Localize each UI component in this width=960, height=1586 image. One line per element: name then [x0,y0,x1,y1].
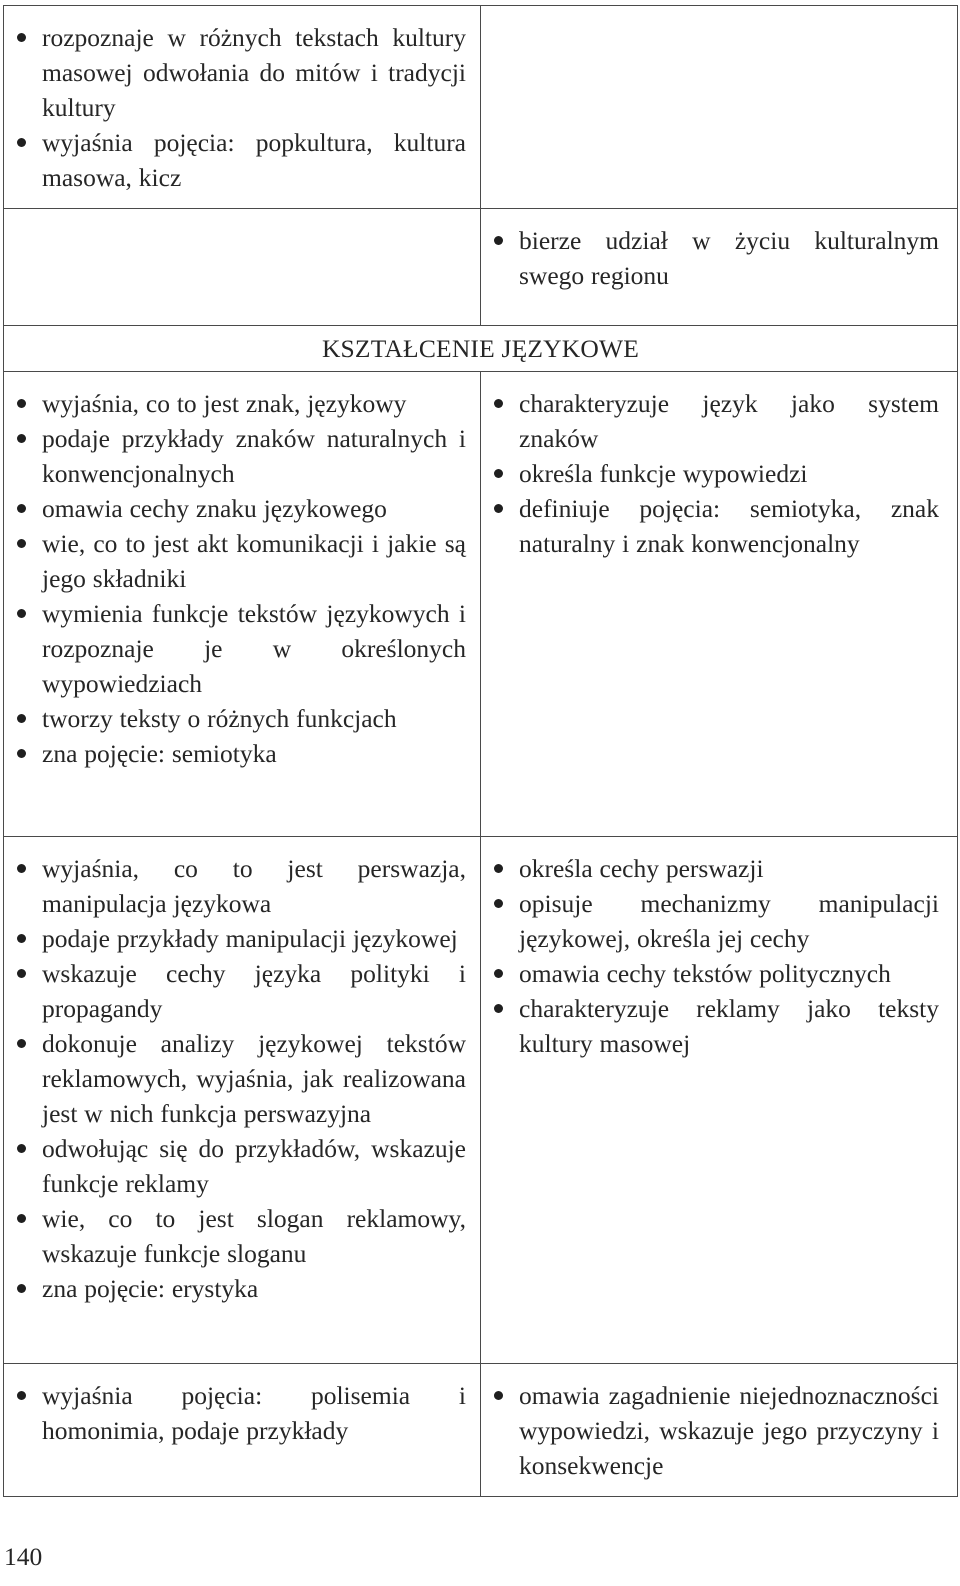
list-item: określa cechy perswazji [483,851,939,886]
list-item: podaje przykłady znaków naturalnych i konwencjonalnych [6,421,466,491]
list-item: charakteryzuje język jako system znaków [483,386,939,456]
bullet-list [481,209,957,293]
list-item: wyjaśnia pojęcia: polisemia i homonimia, podaje przykłady [6,1378,466,1448]
extended-requirements-cell [481,6,958,209]
requirements-table [3,5,958,1497]
list-item: charakteryzuje reklamy jako teksty kultury masowej [483,991,939,1061]
bullet-list [4,6,480,195]
basic-requirements-cell [4,209,481,326]
list-item: wyjaśnia pojęcia: popkultura, kultura masowa, kicz [6,125,466,195]
extended-requirements-cell [481,837,958,1364]
page-number: 140 [4,1542,43,1571]
list-item: bierze udział w życiu kulturalnym swego regionu [483,223,939,293]
section-header: KSZTAŁCENIE JĘZYKOWE [4,326,958,372]
list-item: odwołując się do przykładów, wskazuje funkcje reklamy [6,1131,466,1201]
table-row [4,372,958,837]
extended-requirements-cell [481,209,958,326]
bullet-list [4,209,480,223]
table-row [4,837,958,1364]
list-item: omawia zagadnienie niejednoznaczności wypowiedzi, wskazuje jego przyczyny i konsekwencje [483,1378,939,1483]
bullet-list [481,1364,957,1483]
extended-requirements-cell [481,1364,958,1497]
bullet-list [4,372,480,771]
list-item: dokonuje analizy językowej tekstów reklamowych, wyjaśnia, jak realizowana jest w nich funkcja perswazyjna [6,1026,466,1131]
table-row [4,209,958,326]
bullet-list [481,837,957,1061]
list-item: wyjaśnia, co to jest znak, językowy [6,386,466,421]
bullet-list [481,6,957,20]
bullet-list [4,1364,480,1448]
list-item: opisuje mechanizmy manipulacji językowej, określa jej cechy [483,886,939,956]
list-item: zna pojęcie: erystyka [6,1271,466,1306]
list-item: podaje przykłady manipulacji językowej [6,921,466,956]
extended-requirements-cell [481,372,958,837]
table-row [4,1364,958,1497]
list-item: wyjaśnia, co to jest perswazja, manipulacja językowa [6,851,466,921]
list-item: wie, co to jest slogan reklamowy, wskazuje funkcje sloganu [6,1201,466,1271]
basic-requirements-cell [4,837,481,1364]
basic-requirements-cell [4,372,481,837]
list-item: wymienia funkcje tekstów językowych i rozpoznaje je w określonych wypowiedziach [6,596,466,701]
list-item: wie, co to jest akt komunikacji i jakie są jego składniki [6,526,466,596]
section-header-row [4,326,958,372]
list-item: omawia cechy tekstów politycznych [483,956,939,991]
list-item: określa funkcje wypowiedzi [483,456,939,491]
bullet-list [4,837,480,1306]
list-item: wskazuje cechy języka polityki i propagandy [6,956,466,1026]
basic-requirements-cell [4,1364,481,1497]
bullet-list [481,372,957,561]
list-item: tworzy teksty o różnych funkcjach [6,701,466,736]
list-item: omawia cechy znaku językowego [6,491,466,526]
basic-requirements-cell [4,6,481,209]
list-item: definiuje pojęcia: semiotyka, znak naturalny i znak konwencjonalny [483,491,939,561]
list-item: zna pojęcie: semiotyka [6,736,466,771]
list-item: rozpoznaje w różnych tekstach kultury masowej odwołania do mitów i tradycji kultury [6,20,466,125]
table-row [4,6,958,209]
